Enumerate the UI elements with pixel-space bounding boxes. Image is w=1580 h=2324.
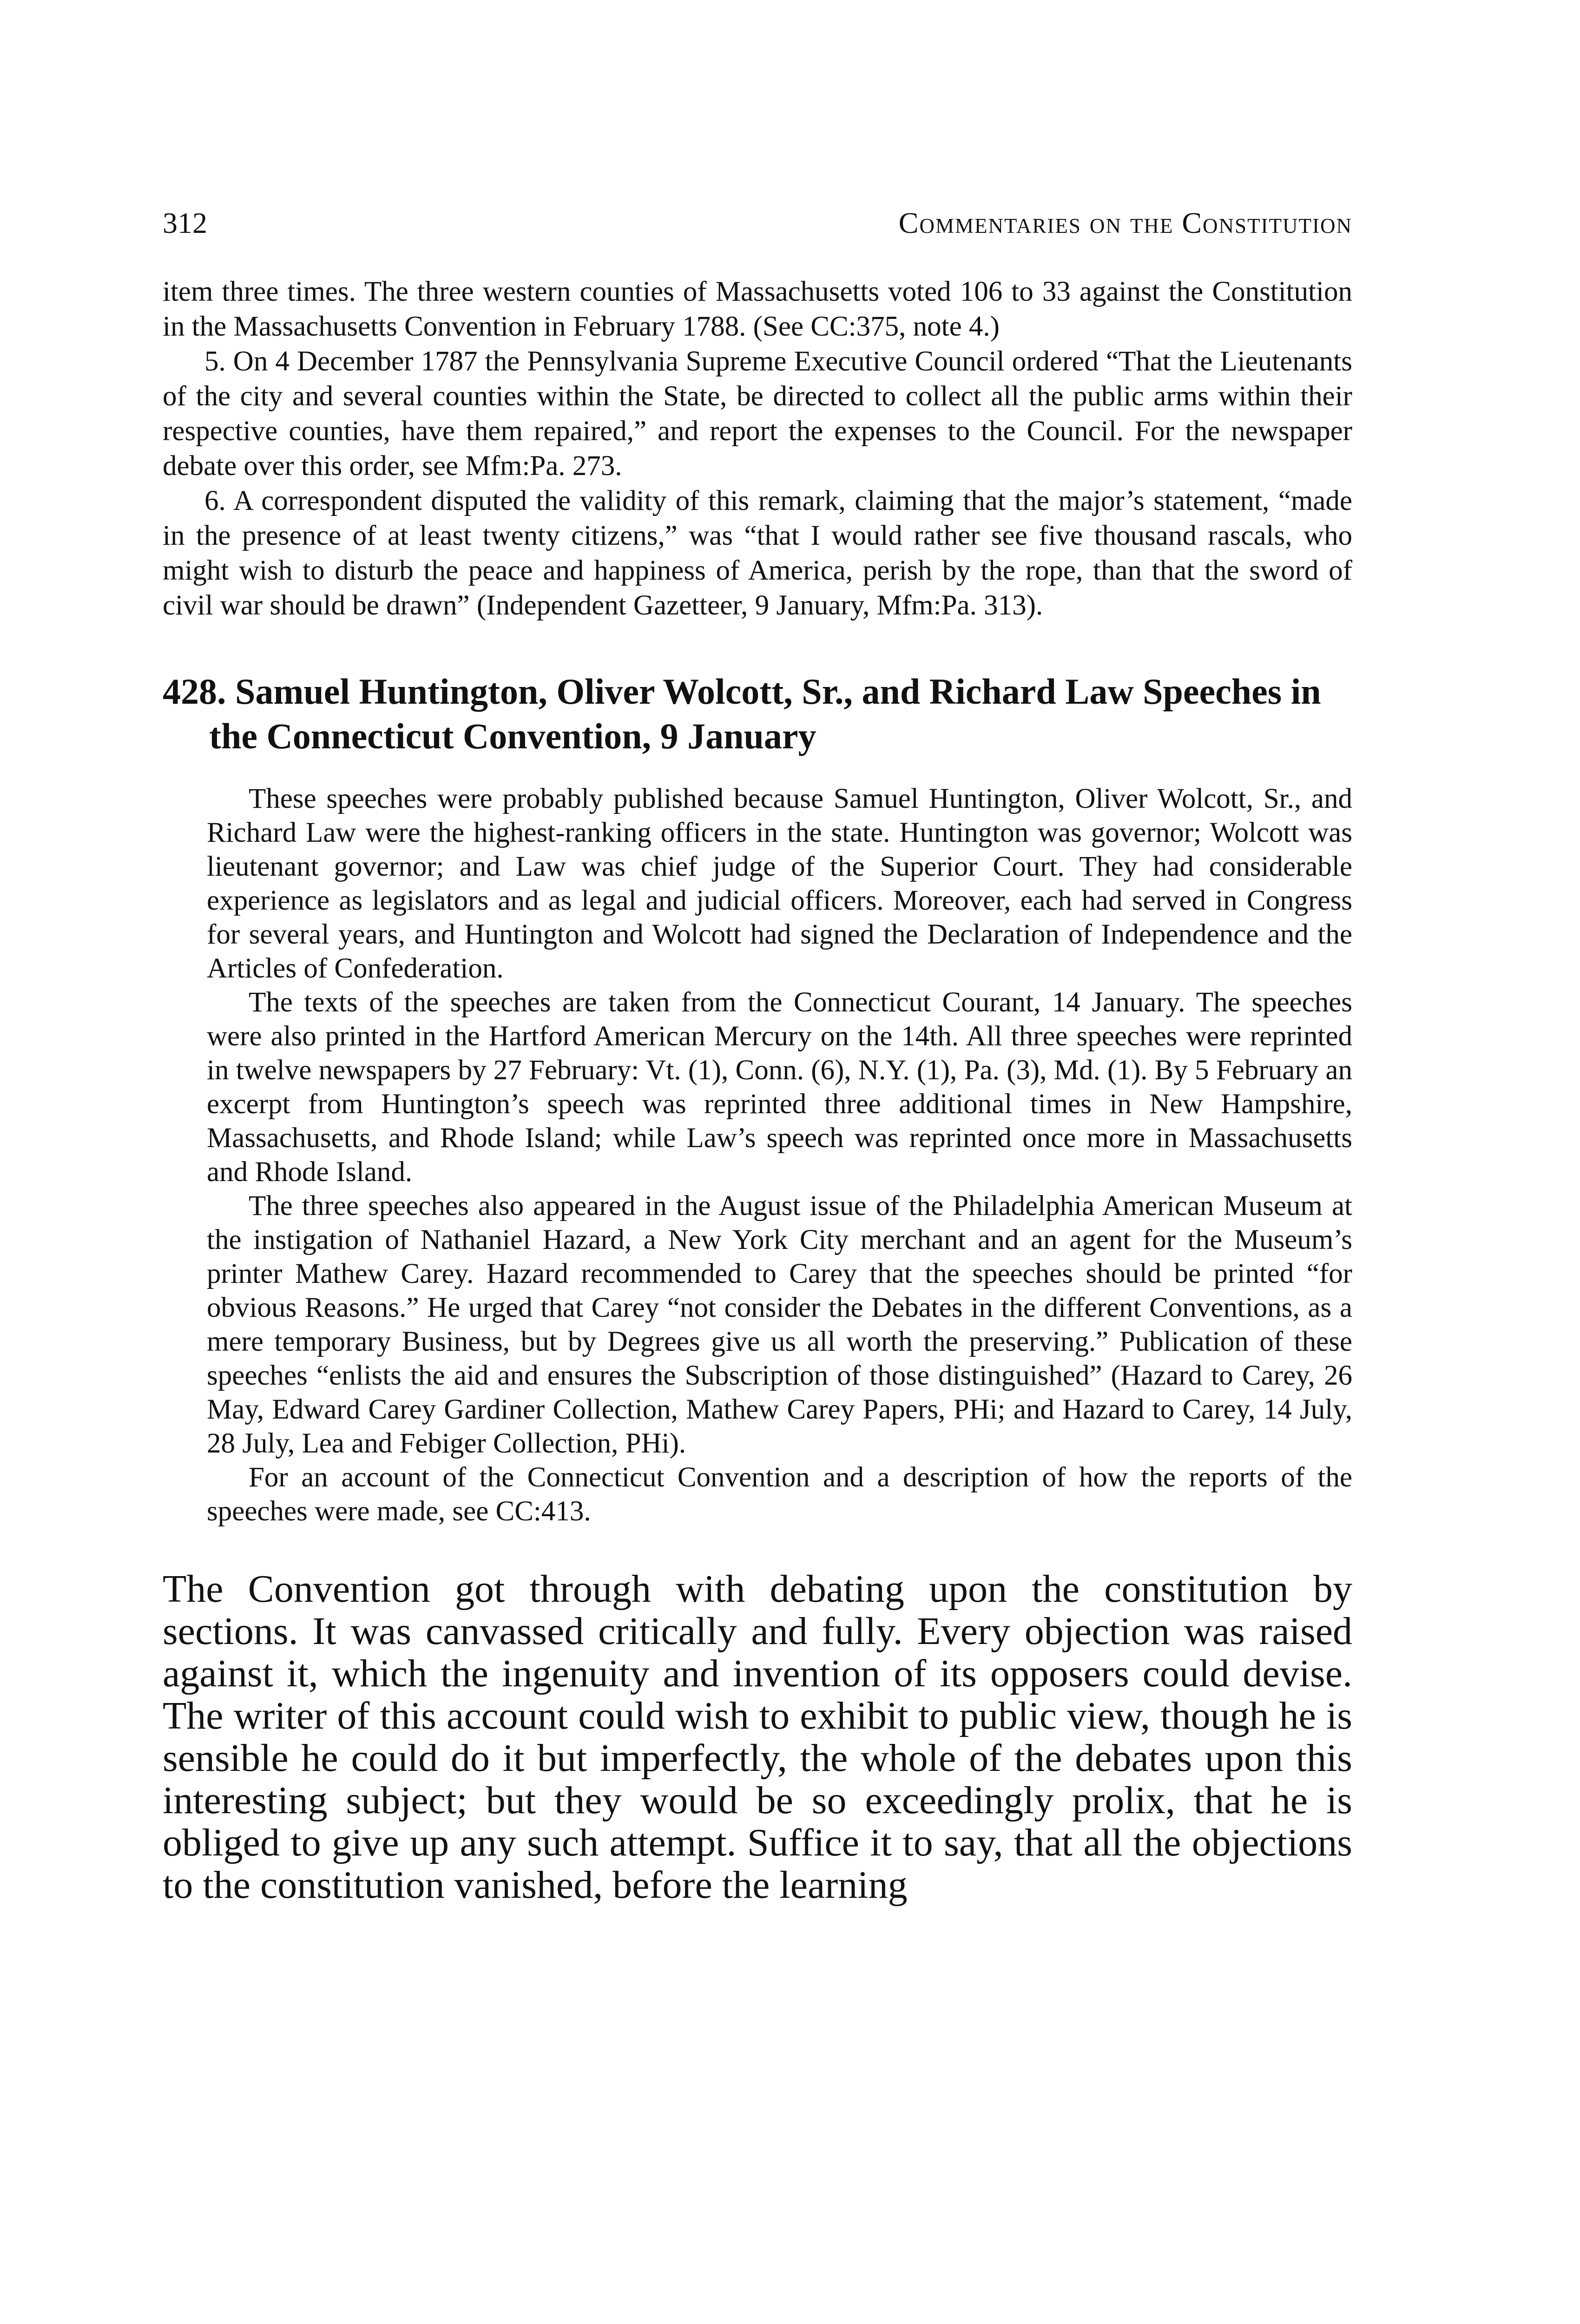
page xyxy=(163,205,1352,1906)
headnote-paragraph: These speeches were probably published because Samuel Huntington, Oliver Wolcott, Sr., and Richard Law were the highest-ranking officers in the state. Huntington was governor; Wolcott was lieutenant governor; and Law was chief judge of the Superior Court. They had considerable experience as legislators and as legal and judicial officers. Moreover, each had served in Congress for several years, and Huntington and Wolcott had signed the Declaration of Independence and the Articles of Confederation. xyxy=(207,783,1352,984)
body-paragraph: The Convention got through with debating upon the constitution by sections. It was canvassed critically and fully. Every objection was raised against it, which the ingenuity and invention of its opposers could devise. The writer of this account could wish to exhibit to public view, though he is sensible he could do it but imperfectly, the whole of the debates upon this interesting subject; but they would be so exceedingly prolix, that he is obliged to give up any such attempt. Suffice it to say, that all the objections to the constitution vanished, before the learning xyxy=(163,1567,1352,1907)
document-body xyxy=(163,1568,1352,1906)
running-head-title: Commentaries on the Constitution xyxy=(898,206,1352,239)
endnotes xyxy=(163,274,1352,623)
endnote-continuation: item three times. The three western counties of Massachusetts voted 106 to 33 against the Constitution in the Massachusetts Convention in February 1788. (See CC:375, note 4.) xyxy=(163,276,1352,342)
document-title: 428. Samuel Huntington, Oliver Wolcott, Sr., and Richard Law Speeches in the Connecticut Convention, 9 January xyxy=(163,671,1321,756)
endnote-6: 6. A correspondent disputed the validity of this remark, claiming that the major’s statement, “made in the presence of at least twenty citizens,” was “that I would rather see five thousand rascals, who might wish to disturb the peace and happiness of America, perish by the rope, than that the sword of civil war should be drawn” (Independent Gazetteer, 9 January, Mfm:Pa. 313). xyxy=(163,485,1352,621)
running-head xyxy=(163,205,1352,242)
headnote-paragraph: The three speeches also appeared in the August issue of the Philadelphia American Museum at the instigation of Nathaniel Hazard, a New York City merchant and an agent for the Museum’s printer Mathew Carey. Hazard recommended to Carey that the speeches should be printed “for obvious Reasons.” He urged that Carey “not consider the Debates in the different Conventions, as a mere temporary Business, but by Degrees give us all worth the preserving.” Publication of these speeches “enlists the aid and ensures the Subscription of those distinguished” (Hazard to Carey, 26 May, Edward Carey Gardiner Collection, Mathew Carey Papers, PHi; and Hazard to Carey, 14 July, 28 July, Lea and Febiger Collection, PHi). xyxy=(207,1190,1352,1459)
page-number: 312 xyxy=(163,206,207,239)
endnote-5: 5. On 4 December 1787 the Pennsylvania Supreme Executive Council ordered “That the Lieutenants of the city and several counties within the State, be directed to collect all the public arms within their respective counties, have them repaired,” and report the expenses to the Council. For the newspaper debate over this order, see Mfm:Pa. 273. xyxy=(163,346,1352,482)
headnote-paragraph: For an account of the Connecticut Convention and a description of how the reports of the speeches were made, see CC:413. xyxy=(207,1462,1352,1527)
headnote xyxy=(163,782,1352,1528)
headnote-paragraph: The texts of the speeches are taken from the Connecticut Courant, 14 January. The speeches were also printed in the Hartford American Mercury on the 14th. All three speeches were reprinted in twelve newspapers by 27 February: Vt. (1), Conn. (6), N.Y. (1), Pa. (3), Md. (1). By 5 February an excerpt from Huntington’s speech was reprinted three additional times in New Hampshire, Massachusetts, and Rhode Island; while Law’s speech was reprinted once more in Massachusetts and Rhode Island. xyxy=(207,987,1352,1188)
